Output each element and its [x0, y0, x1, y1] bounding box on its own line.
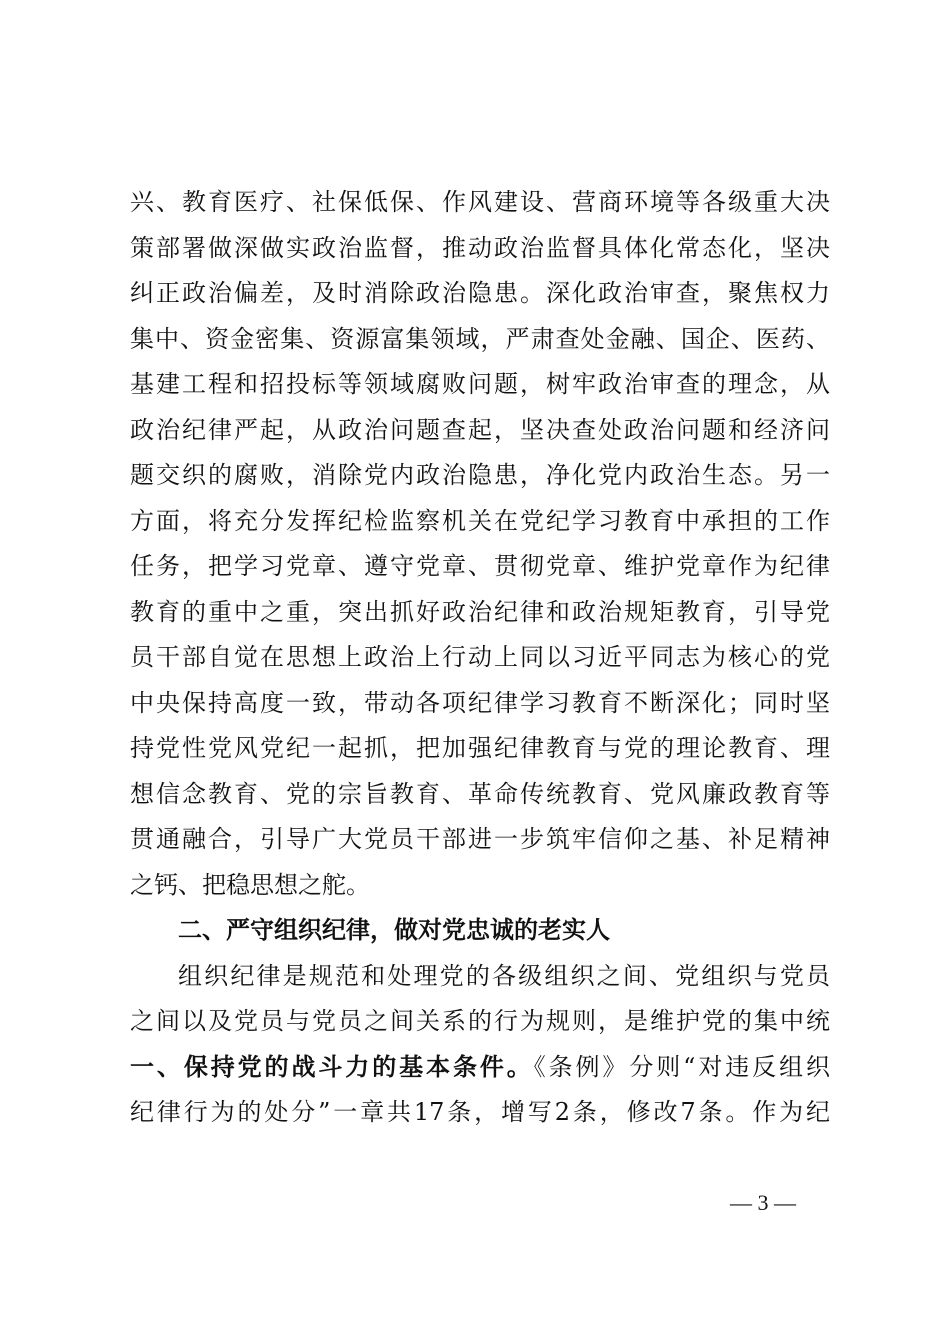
text-line: 中央保持高度一致，带动各项纪律学习教育不断深化；同时坚	[130, 688, 830, 717]
text-line: 任务，把学习党章、遵守党章、贯彻党章、维护党章作为纪律	[130, 552, 830, 580]
text-line: 政治纪律严起，从政治问题查起，坚决查处政治问题和经济问	[130, 415, 830, 444]
text-line: 题交织的腐败，消除党内政治隐患，净化党内政治生态。另一	[130, 461, 830, 489]
text-line: 教育的重中之重，突出抓好政治纪律和政治规矩教育，引导党	[130, 597, 830, 626]
text-line: 组织纪律是规范和处理党的各级组织之间、党组织与党员	[178, 961, 830, 990]
text-line: 纠正政治偏差，及时消除政治隐患。深化政治审查，聚焦权力	[130, 279, 830, 307]
text-line: 策部署做深做实政治监督，推动政治监督具体化常态化，坚决	[130, 233, 830, 262]
text-line: 集中、资金密集、资源富集领域，严肃查处金融、国企、医药、	[130, 324, 830, 353]
text-line: 纪律行为的处分”一章共17条，增写2条，修改7条。作为纪	[130, 1098, 830, 1126]
text-line	[130, 1045, 830, 1091]
text-line: 想信念教育、党的宗旨教育、革命传统教育、党风廉政教育等	[130, 779, 830, 808]
text-line: 持党性党风党纪一起抓，把加强纪律教育与党的理论教育、理	[130, 734, 830, 762]
text-line: 贯通融合，引导广大党员干部进一步筑牢信仰之基、补足精神	[130, 825, 830, 853]
text-line: 兴、教育医疗、社保低保、作风建设、营商环境等各级重大决	[130, 188, 830, 216]
text-line: 基建工程和招投标等领域腐败问题，树牢政治审查的理念，从	[130, 370, 830, 398]
section-heading: 二、严守组织纪律，做对党忠诚的老实人	[178, 916, 610, 944]
text-fragment: 《条例》分则“对违反组织	[533, 1052, 830, 1081]
text-line: 之钙、把稳思想之舵。	[130, 870, 370, 899]
page-number: — 3 —	[730, 1190, 796, 1215]
text-line: 之间以及党员与党员之间关系的行为规则，是维护党的集中统	[130, 1007, 830, 1035]
document-body	[130, 180, 830, 1136]
text-line: 方面，将充分发挥纪检监察机关在党纪学习教育中承担的工作	[130, 506, 830, 535]
bold-phrase: 一、保持党的战斗力的基本条件。	[130, 1052, 534, 1081]
text-line: 员干部自觉在思想上政治上行动上同以习近平同志为核心的党	[130, 643, 830, 671]
